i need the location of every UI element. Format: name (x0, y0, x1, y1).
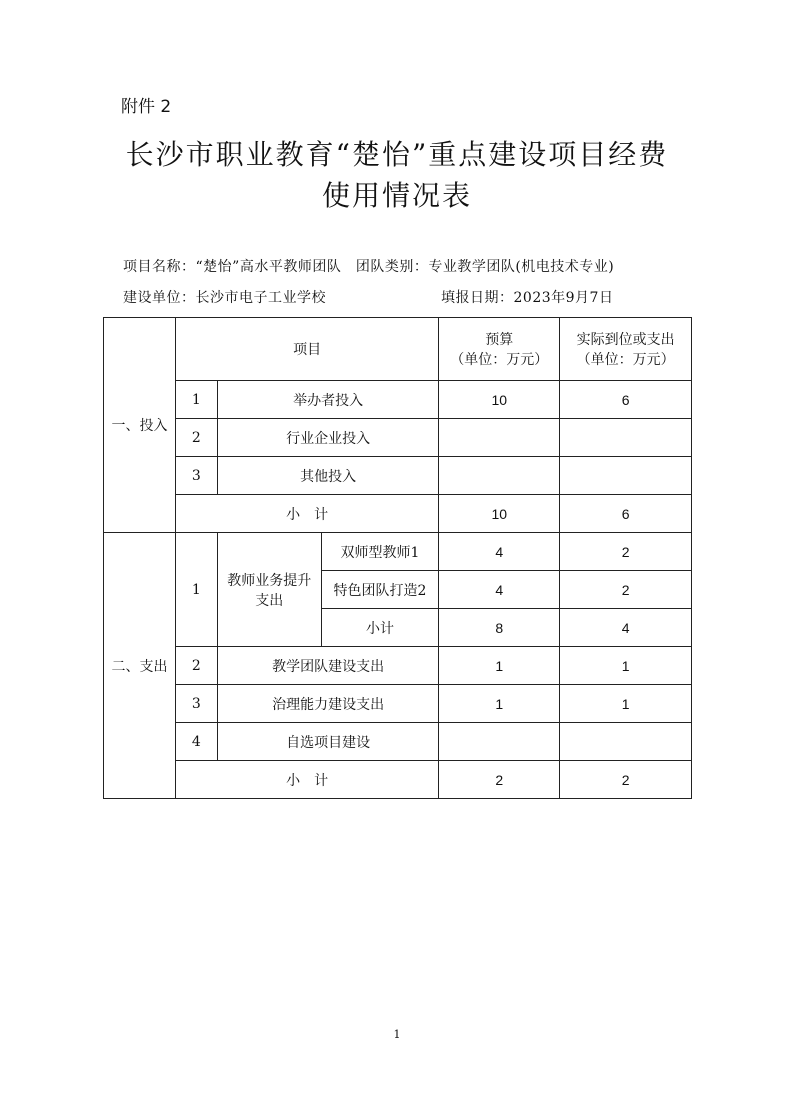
header-actual-l2: （单位：万元） (576, 352, 675, 368)
table-header-row (104, 318, 692, 381)
row-no: 2 (175, 647, 217, 685)
row-no: 1 (175, 533, 217, 647)
row-actual: 4 (560, 609, 692, 647)
row-budget: 1 (439, 685, 560, 723)
row-no: 3 (175, 457, 217, 495)
project-info: 项目名称：“楚怡”高水平教师团队 团队类别：专业教学团队(机电技术专业) (123, 259, 615, 275)
row-budget (439, 723, 560, 761)
row-actual: 1 (560, 685, 692, 723)
table-row (104, 419, 692, 457)
table-row (104, 381, 692, 419)
table-row (104, 533, 692, 571)
row-budget: 10 (439, 381, 560, 419)
header-budget-l1: 预算 (485, 332, 514, 348)
row-budget (439, 419, 560, 457)
sub-name: 双师型教师1 (321, 533, 439, 571)
header-actual-l1: 实际到位或支出 (576, 332, 675, 348)
subtotal-actual: 2 (560, 761, 692, 799)
header-actual (560, 318, 692, 381)
subtotal-label: 小 计 (175, 495, 438, 533)
table-row (104, 723, 692, 761)
subtotal-budget: 2 (439, 761, 560, 799)
group-name (217, 533, 321, 647)
row-budget (439, 457, 560, 495)
subtotal-budget: 10 (439, 495, 560, 533)
table-row (104, 457, 692, 495)
unit-info (123, 287, 614, 307)
row-actual (560, 723, 692, 761)
row-no: 3 (175, 685, 217, 723)
document-title: 长沙市职业教育“楚怡”重点建设项目经费 (125, 138, 669, 171)
row-budget: 4 (439, 533, 560, 571)
expense-subtotal-row (104, 761, 692, 799)
row-name: 行业企业投入 (217, 419, 439, 457)
row-actual: 6 (560, 381, 692, 419)
section-expense: 二、支出 (104, 533, 176, 799)
group-name-l2: 支出 (255, 592, 284, 609)
construction-unit: 建设单位：长沙市电子工业学校 (123, 290, 326, 306)
row-budget: 1 (439, 647, 560, 685)
page-number: 1 (393, 1028, 401, 1041)
row-actual: 1 (560, 647, 692, 685)
sub-name: 特色团队打造2 (321, 571, 439, 609)
row-actual: 2 (560, 533, 692, 571)
header-budget (439, 318, 560, 381)
row-name: 其他投入 (217, 457, 439, 495)
header-budget-l2: （单位：万元） (450, 352, 549, 368)
row-name: 举办者投入 (217, 381, 439, 419)
row-actual (560, 457, 692, 495)
sub-name: 小计 (321, 609, 439, 647)
row-name: 治理能力建设支出 (217, 685, 439, 723)
fill-date: 填报日期：2023年9月7日 (441, 290, 614, 306)
funding-table (103, 317, 692, 799)
row-budget: 8 (439, 609, 560, 647)
section-input: 一、投入 (104, 318, 176, 533)
table-row (104, 685, 692, 723)
row-actual (560, 419, 692, 457)
table-row (104, 647, 692, 685)
row-no: 2 (175, 419, 217, 457)
subtotal-actual: 6 (560, 495, 692, 533)
row-no: 1 (175, 381, 217, 419)
row-budget: 4 (439, 571, 560, 609)
row-actual: 2 (560, 571, 692, 609)
row-no: 4 (175, 723, 217, 761)
document-subtitle: 使用情况表 (321, 179, 472, 212)
subtotal-label: 小 计 (175, 761, 438, 799)
input-subtotal-row (104, 495, 692, 533)
row-name: 教学团队建设支出 (217, 647, 439, 685)
attachment-label: 附件 2 (121, 97, 172, 117)
header-item: 项目 (175, 318, 438, 381)
group-name-l1: 教师业务提升 (227, 572, 312, 589)
row-name: 自选项目建设 (217, 723, 439, 761)
